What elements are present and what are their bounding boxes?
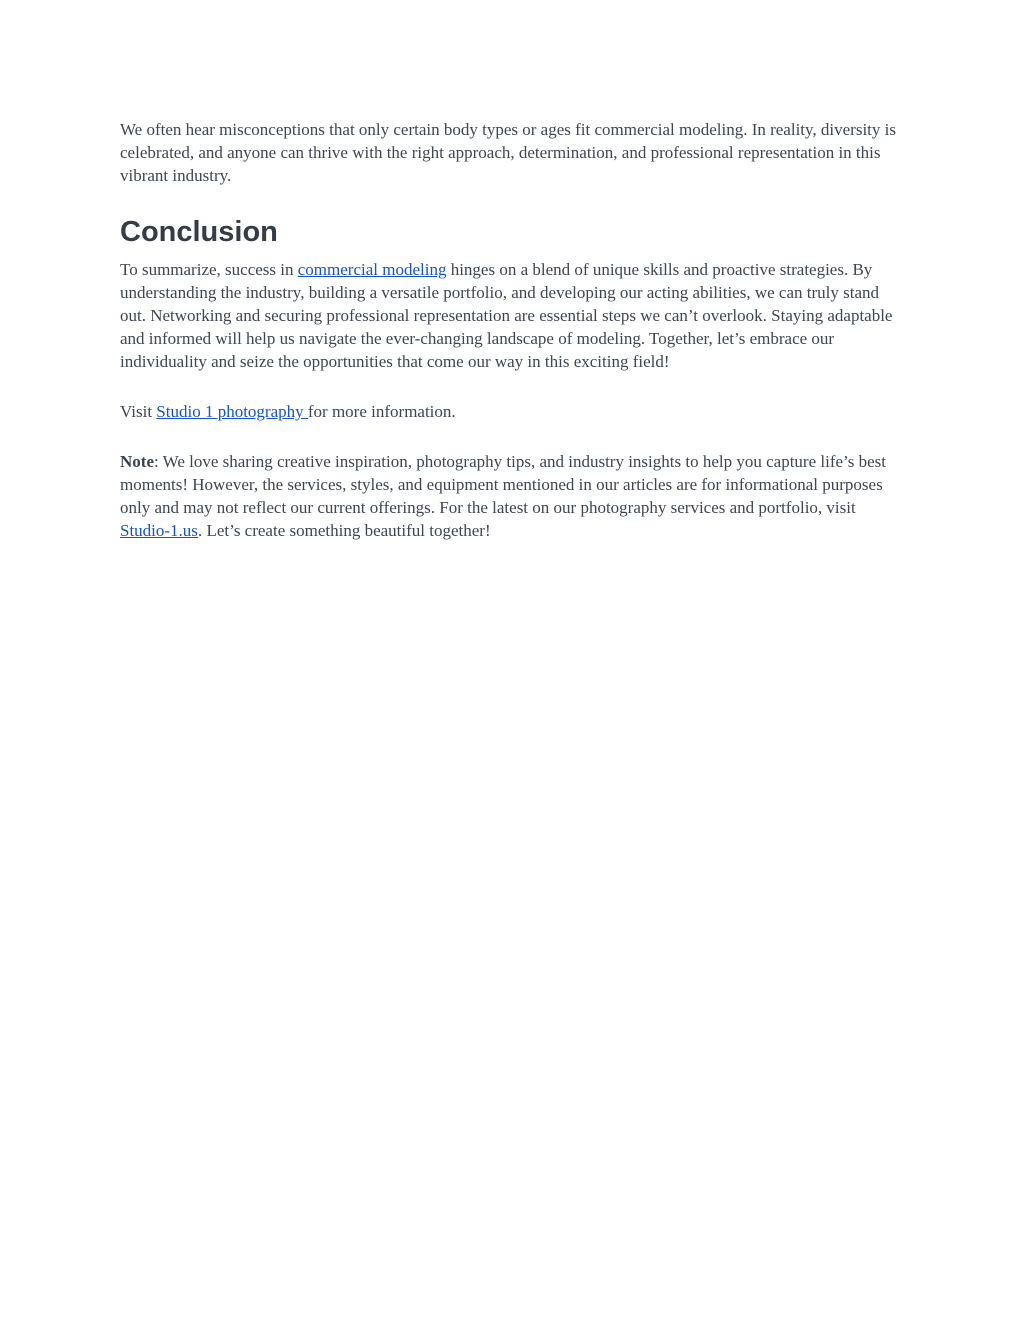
intro-paragraph	[120, 118, 900, 187]
visit-prefix: Visit	[120, 402, 157, 421]
note-text-end: . Let’s create something beautiful together!	[197, 521, 491, 540]
studio-1-photography-link[interactable]: Studio 1 photography	[156, 402, 308, 421]
document-page	[120, 118, 900, 542]
visit-suffix: for more information.	[307, 402, 456, 421]
note-label: Note	[120, 452, 154, 471]
intro-text: We often hear misconceptions that only certain body types or ages fit commercial modeling. In reality, diversity is celebrated, and anyone can thrive with the right approach, determination, and professional representation in this vibrant industry.	[120, 120, 896, 185]
conclusion-text-end: hinges on a blend of unique skills and proactive strategies. By understanding the industry, building a versatile portfolio, and developing our acting abilities, we can truly stand out. Networking and securing professional representation are essential steps we can’t overlook. Staying adaptable and informed will help us navigate the ever-changing landscape of modeling. Together, let’s embrace our individuality and seize the opportunities that come our way in this exciting field!	[120, 260, 893, 371]
conclusion-paragraph	[120, 258, 900, 373]
conclusion-text-start: To summarize, success in	[120, 260, 298, 279]
conclusion-heading: Conclusion	[120, 216, 278, 248]
note-paragraph	[120, 450, 900, 542]
note-text-start: : We love sharing creative inspiration, photography tips, and industry insights to help you capture life’s best moments! However, the services, styles, and equipment mentioned in our articles are for informational purposes only and may not reflect our current offerings. For the latest on our photography services and portfolio, visit	[120, 452, 886, 517]
commercial-modeling-link[interactable]: commercial modeling	[297, 260, 447, 279]
studio-1-us-link[interactable]: Studio-1.us	[120, 521, 198, 540]
visit-paragraph	[120, 400, 900, 423]
